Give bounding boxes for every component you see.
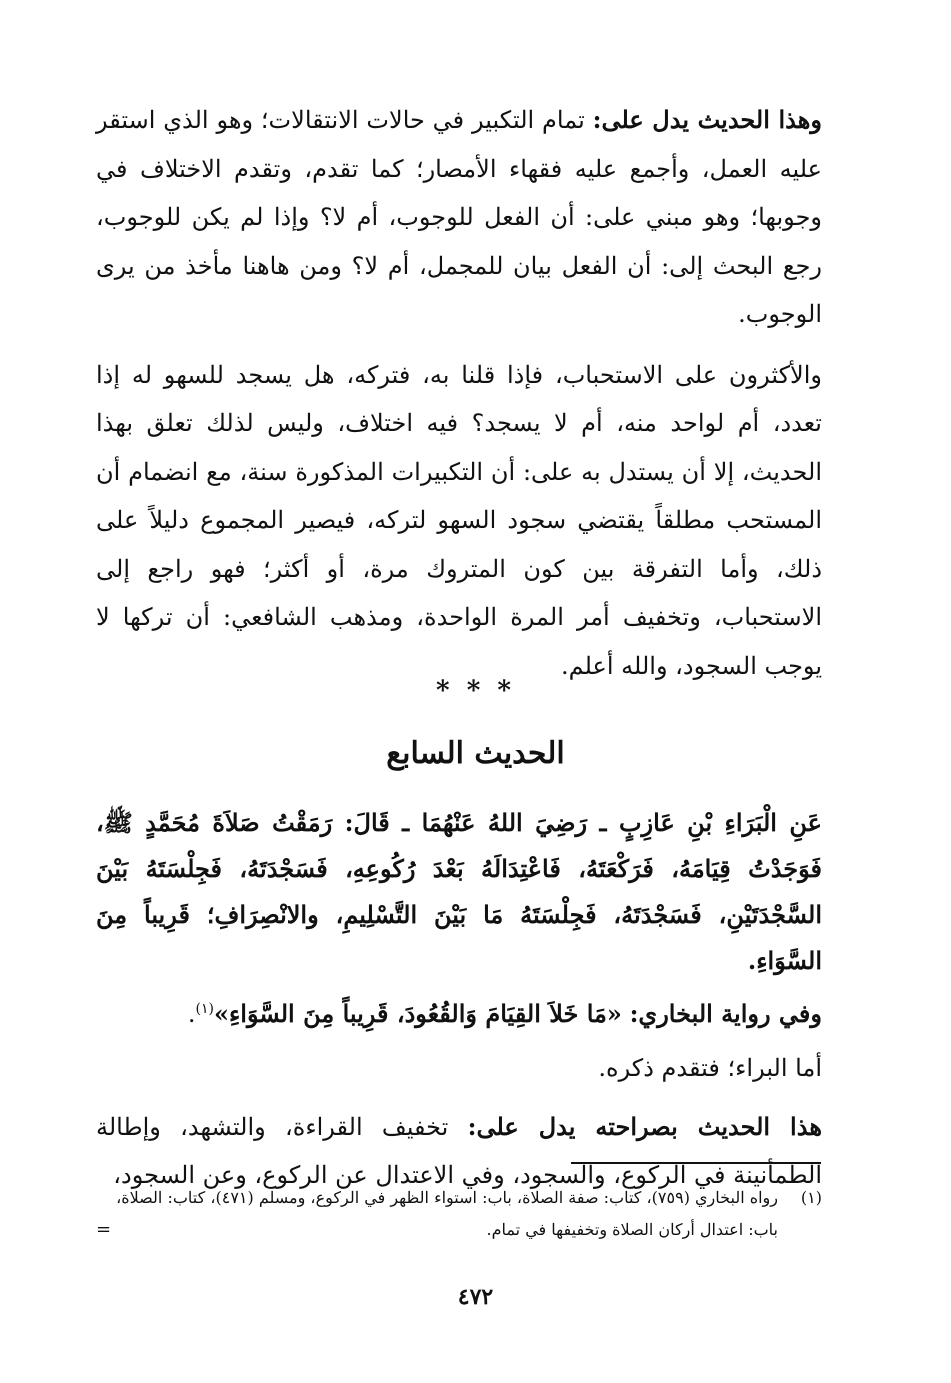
bukhari-narration	[96, 986, 822, 1037]
hadith-section	[96, 800, 822, 1199]
footnote	[96, 1182, 822, 1246]
analysis-lead: هذا الحديث بصراحته يدل على:	[467, 1112, 822, 1141]
analysis-text: تخفيف القراءة، والتشهد، وإطالة الطمأنينة في الركوع، والسجود، وفي الاعتدال عن الركوع، وعن السجود،	[96, 1113, 822, 1189]
footnote-divider	[571, 1162, 821, 1164]
paragraph-1	[96, 96, 822, 339]
al-baraa-note: أما البراء؛ فتقدم ذكره.	[598, 1054, 822, 1082]
section-title: الحديث السابع	[386, 736, 565, 771]
bukhari-lead: وفي رواية البخاري:	[629, 999, 822, 1028]
page-number: ٤٧٢	[457, 1284, 494, 1310]
bukhari-text: مَا خَلاَ القِيَامَ وَالقُعُودَ، قَرِيباً مِنَ السَّوَاءِ»	[213, 999, 607, 1028]
paragraph-2: والأكثرون على الاستحباب، فإذا قلنا به، فتركه، هل يسجد للسهو له إذا تعدد، أم لواحد منه، أم لا يسجد؟ فيه اختلاف، وليس لذلك تعلق بهذا الحديث، إلا أن يستدل به على: أن التكبيرات المذكورة سنة، مع انضمام أن المستحب مطلقاً يقتضي سجود السهو لتركه، فيصير المجموع دليلاً على ذلك، وأما التفرقة بين كون المتروك مرة، أو أكثر؛ فهو راجع إلى الاستحباب، وتخفيف أمر المرة الواحدة، ومذهب الشافعي: أن تركها لا يوجب السجود، والله أعلم.	[96, 360, 822, 680]
bukhari-end: .	[187, 1000, 196, 1028]
body-text	[96, 96, 822, 690]
footnote-continuation-mark: =	[96, 1219, 112, 1240]
footnote-number: (١)	[800, 1188, 822, 1207]
bukhari-open-quote: «	[606, 999, 622, 1028]
hadith-text: عَنِ الْبَرَاءِ بْنِ عَازِبٍ ـ رَضِيَ اللهُ عَنْهُمَا ـ قَالَ: رَمَقْتُ صَلاَةَ مُحَمَّدٍ ﷺ، فَوَجَدْتُ قِيَامَهُ، فَرَكْعَتَهُ، فَاعْتِدَالَهُ بَعْدَ رُكُوعِهِ، فَسَجْدَتَهُ، فَجِلْسَتَهُ بَيْنَ السَّجْدَتَيْنِ، فَسَجْدَتَهُ، فَجِلْسَتَهُ مَا بَيْنَ التَّسْلِيمِ، والانْصِرَافِ؛ قَرِيباً مِنَ السَّوَاءِ.	[96, 808, 822, 975]
footnote-reference[interactable]: (١)	[195, 1001, 214, 1017]
footnote-text: رواه البخاري (٧٥٩)، كتاب: صفة الصلاة، باب: استواء الظهر في الركوع، ومسلم (٤٧١)، كتاب: الصلاة، باب: اعتدال أركان الصلاة وتخفيفها في تمام.	[116, 1188, 778, 1239]
section-separator: * * *	[436, 676, 515, 706]
paragraph-1-text: تمام التكبير في حالات الانتقالات؛ وهو الذي استقر عليه العمل، وأجمع عليه فقهاء الأمصار؛ كما تقدم، وتقدم الاختلاف في وجوبها؛ وهو مبني على: أن الفعل للوجوب، أم لا؟ وإذا لم يكن للوجوب، رجع البحث إلى: أن الفعل بيان للمجمل، أم لا؟ ومن هاهنا مأخذ من يرى الوجوب.	[96, 106, 822, 328]
paragraph-1-lead: وهذا الحديث يدل على:	[592, 105, 822, 134]
